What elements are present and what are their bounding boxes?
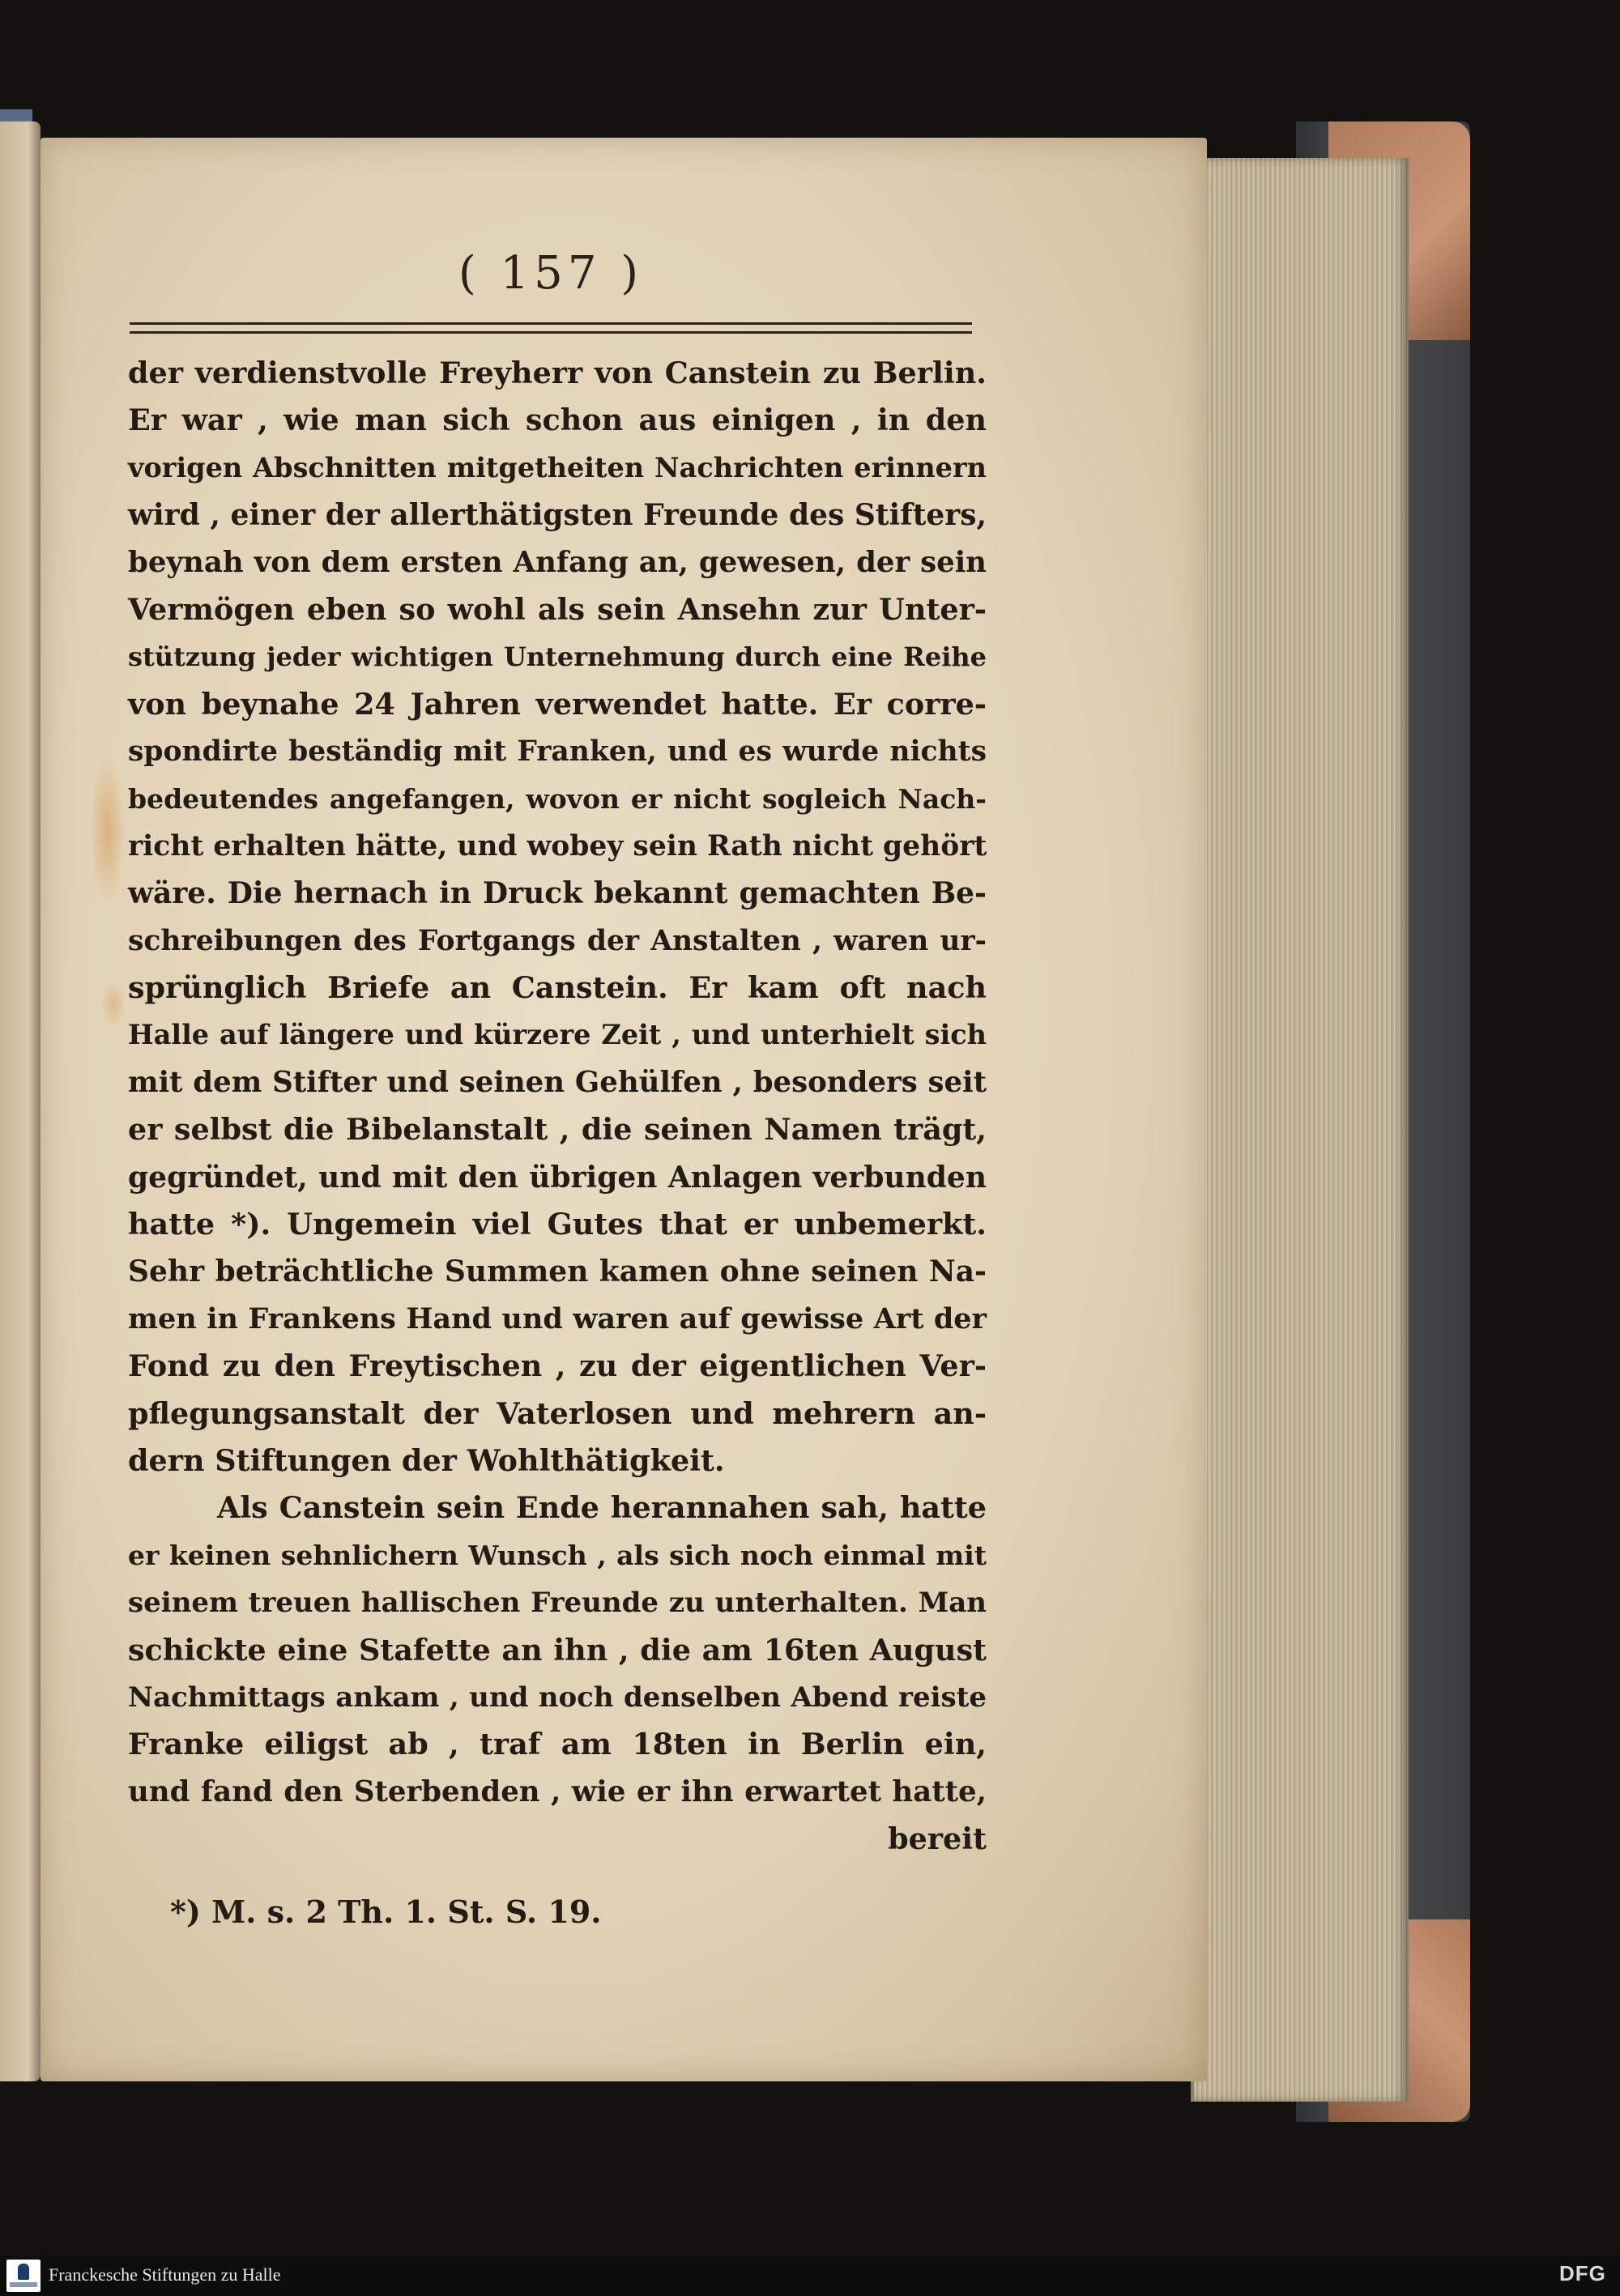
text-line: Vermögen eben so wohl als sein Ansehn zur Unter- — [128, 591, 987, 627]
text-line: hatte *). Ungemein viel Gutes that er unbemerkt. — [128, 1207, 987, 1242]
footnote: *) M. s. 2 Th. 1. St. S. 19. — [170, 1893, 602, 1930]
text-line: mit dem Stifter und seinen Gehülfen , besonders seit — [128, 1065, 987, 1099]
body-text — [128, 350, 987, 1864]
logo-caption-mark — [10, 2282, 37, 2287]
text-line: gegründet, und mit den übrigen Anlagen verbunden — [128, 1160, 987, 1195]
text-line: Sehr beträchtliche Summen kamen ohne seinen Na- — [128, 1254, 987, 1289]
text-line: der verdienstvolle Freyherr von Canstein zu Berlin. — [128, 356, 987, 390]
text-line: wird , einer der allerthätigsten Freunde des Stifters, — [128, 498, 987, 533]
text-line: wäre. Die hernach in Druck bekannt gemachten Be- — [128, 876, 987, 911]
text-line: Halle auf längere und kürzere Zeit , und unterhielt sich — [128, 1019, 987, 1051]
text-line: vorigen Abschnitten mitgetheiten Nachrichten erinnern — [128, 451, 987, 483]
page-stain — [89, 753, 126, 907]
text-line: schreibungen des Fortgangs der Anstalten , waren ur- — [128, 924, 987, 957]
text-line: Nachmittags ankam , und noch denselben Abend reiste — [128, 1680, 987, 1714]
text-line: beynah von dem ersten Anfang an, gewesen, der sein — [128, 545, 987, 579]
text-line: Als Canstein sein Ende herannahen sah, hatte — [217, 1490, 987, 1526]
logo-figure-icon — [18, 2264, 29, 2280]
book-block-edges — [1191, 158, 1409, 2102]
text-line: Fond zu den Freytischen , zu der eigentlichen Ver- — [128, 1348, 987, 1384]
text-line: spondirte beständig mit Franken, und es wurde nichts — [128, 735, 987, 769]
text-line: stützung jeder wichtigen Unternehmung durch eine Reihe — [128, 641, 987, 673]
text-line: er selbst die Bibelanstalt , die seinen Namen trägt, — [128, 1112, 987, 1148]
text-line: und fand den Sterbenden , wie er ihn erwartet hatte, — [128, 1774, 987, 1808]
page-stain — [101, 980, 126, 1029]
text-line: richt erhalten hätte, und wobey sein Rath nicht gehört — [128, 829, 987, 863]
text-line: Er war , wie man sich schon aus einigen , in den — [128, 403, 987, 438]
text-line: Franke eiligst ab , traf am 18ten in Berlin ein, — [128, 1727, 987, 1762]
text-line: bedeutendes angefangen, wovon er nicht sogleich Nach- — [128, 782, 987, 815]
text-line: men in Frankens Hand und waren auf gewisse Art der — [128, 1301, 987, 1335]
text-line: dern Stiftungen der Wohlthätigkeit. — [128, 1442, 725, 1478]
text-line: von beynahe 24 Jahren verwendet hatte. Er corre- — [128, 686, 987, 722]
dfg-badge: DFG — [1559, 2261, 1606, 2285]
catchword: bereit — [888, 1821, 987, 1857]
text-line: pflegungsanstalt der Vaterlosen und mehrern an- — [128, 1395, 987, 1431]
owner-label: Franckesche Stiftungen zu Halle — [49, 2264, 281, 2285]
text-line: sprünglich Briefe an Canstein. Er kam oft nach — [128, 970, 987, 1006]
header-rule — [130, 322, 972, 334]
text-line: schickte eine Stafette an ihn , die am 16ten August — [128, 1632, 987, 1668]
page-number: ( 157 ) — [458, 247, 644, 300]
left-page-edge — [0, 121, 40, 2081]
text-line: seinem treuen hallischen Freunde zu unterhalten. Man — [128, 1587, 987, 1620]
text-line: er keinen sehnlichern Wunsch , als sich noch einmal mit — [128, 1539, 987, 1571]
